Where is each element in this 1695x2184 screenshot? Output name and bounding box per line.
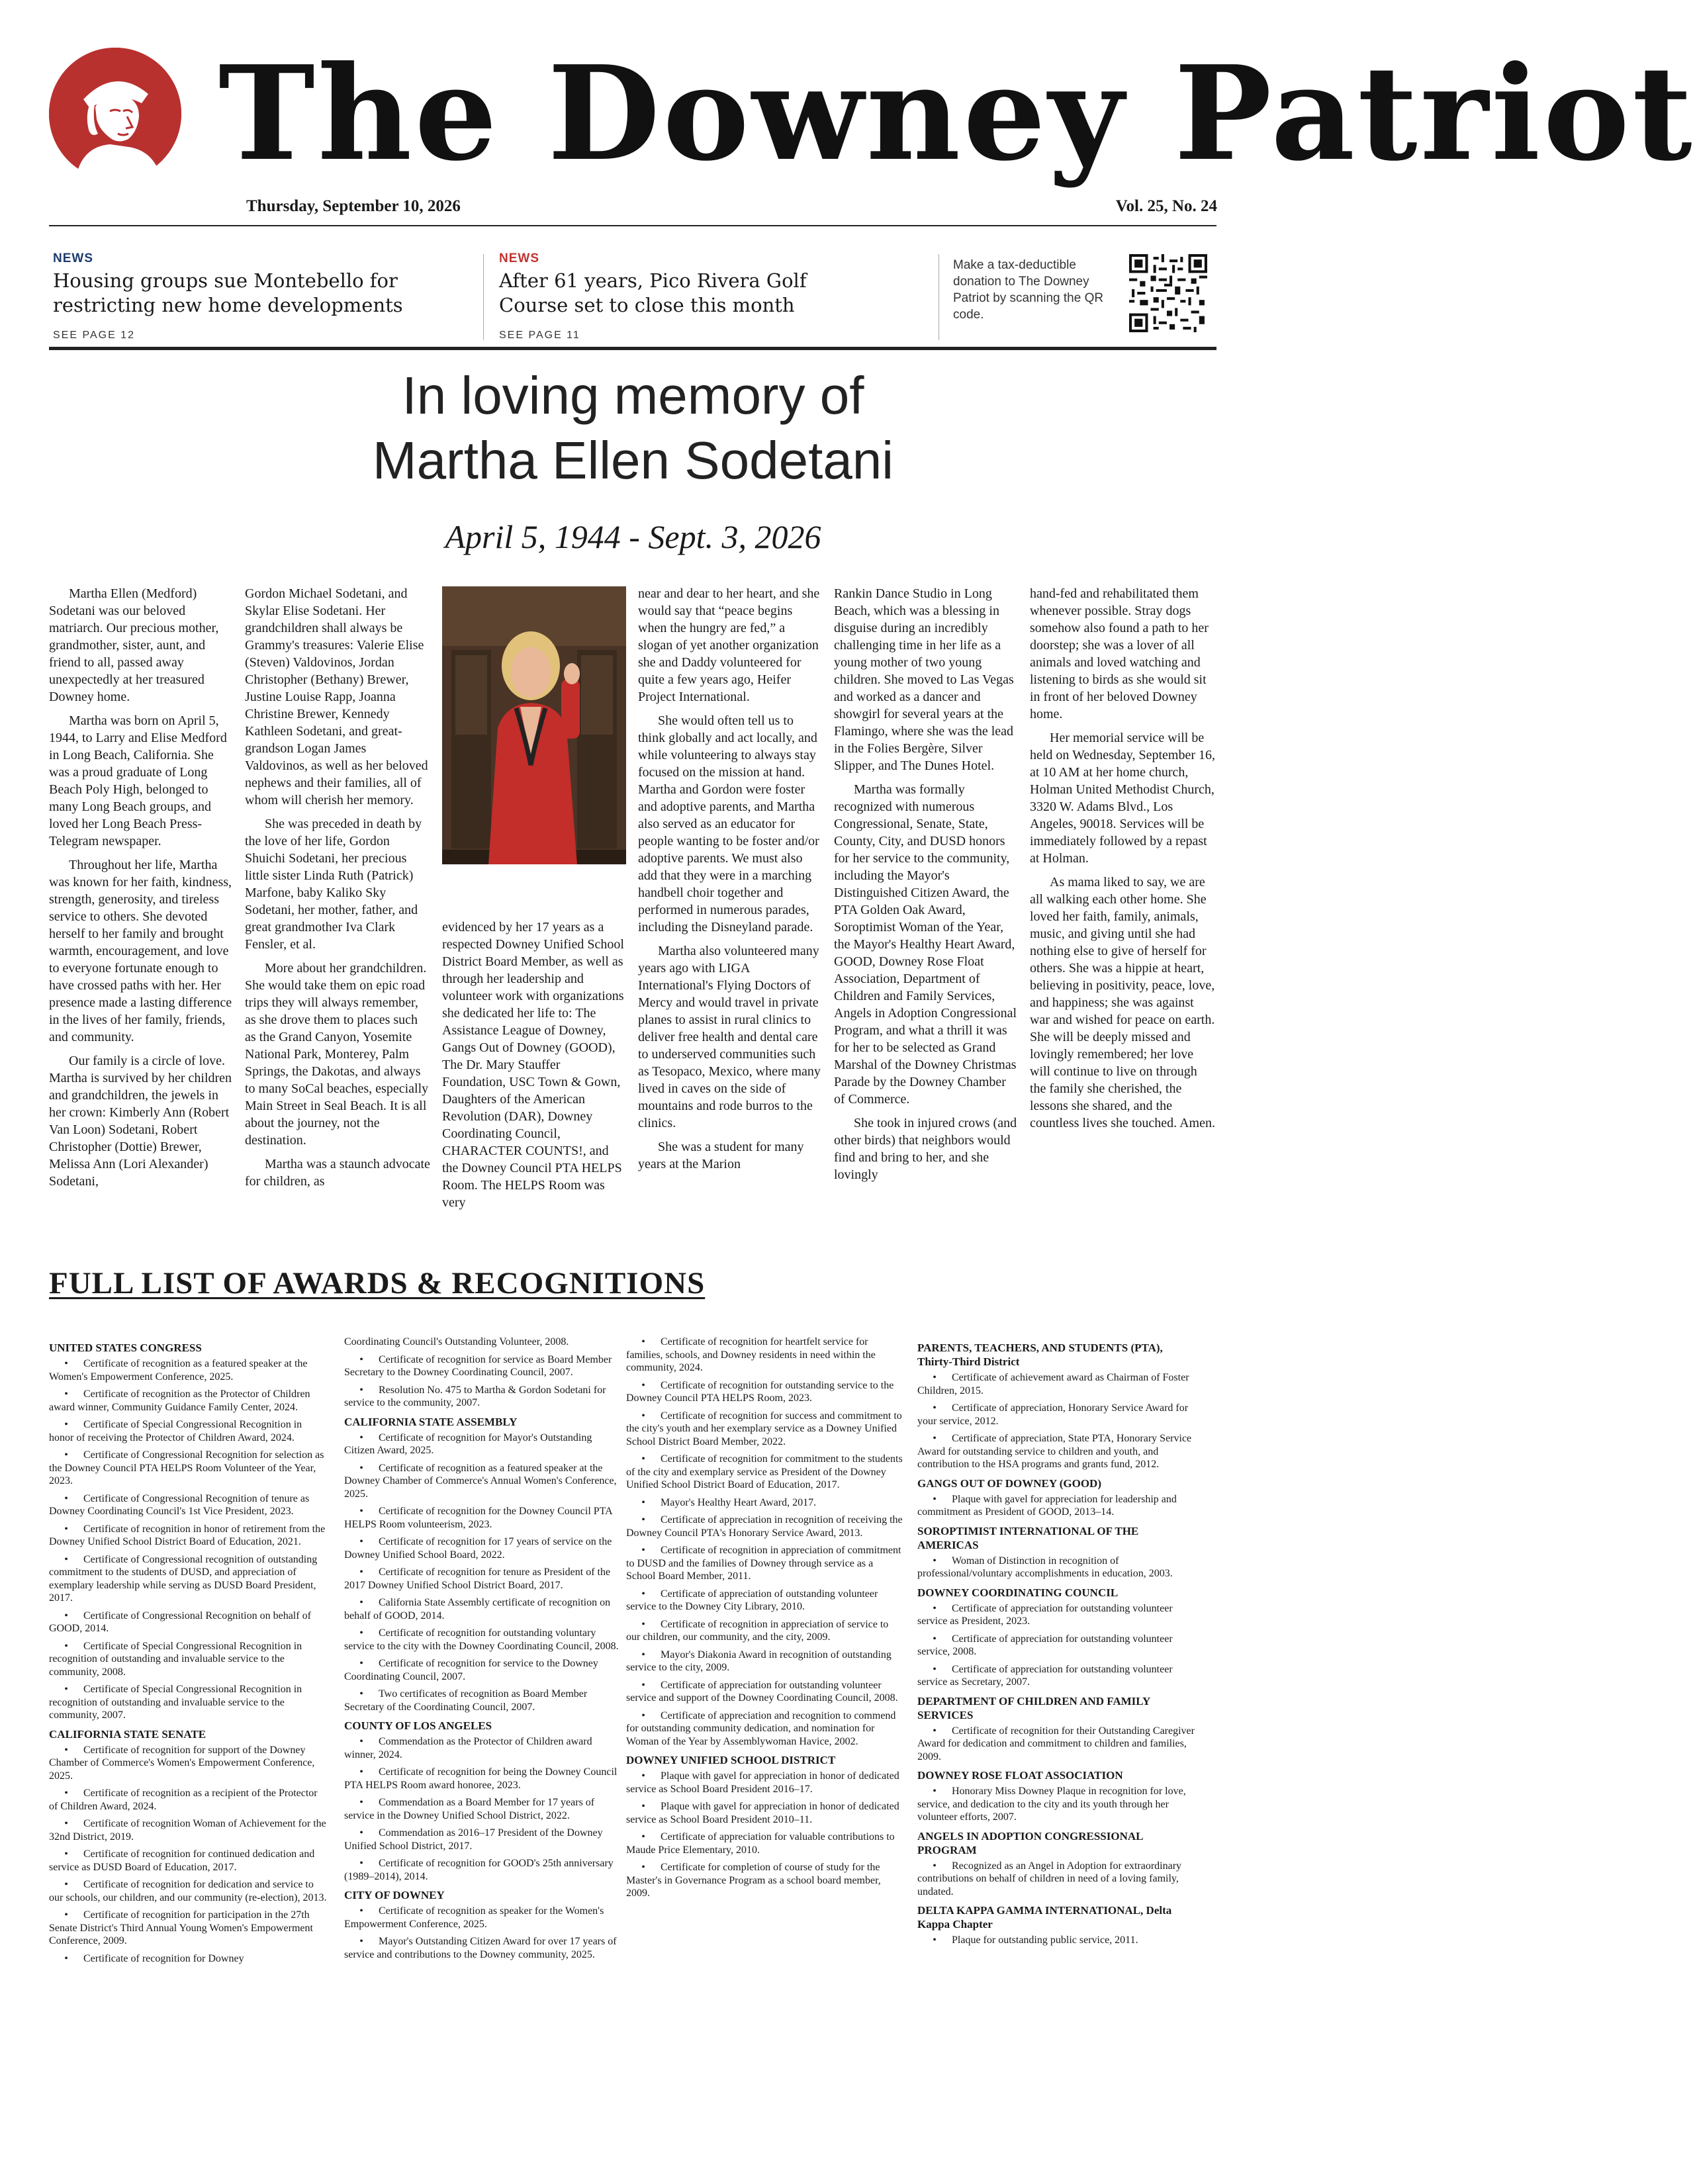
award-item-text: Commendation as 2016–17 President of the Downey Unified School District, 2017.: [344, 1827, 603, 1852]
award-item-text: Certificate of Special Congressional Recognition in recognition of outstanding and invaluable service to the community, 2007.: [49, 1684, 302, 1721]
teaser-see-page: SEE PAGE 11: [499, 330, 580, 341]
award-item: [49, 1610, 327, 1635]
bullet-icon: •: [359, 1905, 363, 1917]
bullet-icon: •: [64, 1553, 68, 1565]
award-item: [917, 1555, 1195, 1580]
award-item-text: Certificate of recognition for outstanding service to the Downey Council PTA HELPS Room, 2023.: [626, 1379, 894, 1404]
bullet-icon: •: [641, 1496, 645, 1508]
bullet-icon: •: [64, 1818, 68, 1829]
bullet-icon: •: [641, 1453, 645, 1465]
award-item-text: Certificate of Special Congressional Recognition in honor of receiving the Protector of Children Award, 2024.: [49, 1419, 302, 1443]
award-item: [49, 1449, 327, 1488]
award-item: [917, 1432, 1195, 1471]
article-paragraph: She was a student for many years at the Marion: [638, 1140, 804, 1171]
award-category-heading: PARENTS, TEACHERS, AND STUDENTS (PTA), Thirty-Third District: [917, 1342, 1163, 1368]
award-item: [344, 1566, 622, 1592]
bullet-icon: •: [359, 1506, 363, 1517]
award-item: [626, 1800, 904, 1826]
award-item: [344, 1627, 622, 1653]
article-paragraph: evidenced by her 17 years as a respected Downey Unified School District Board Member, as well as through her leadership and volunteer work with organizations she dedicated her life to: The Assistance League of Downey, Gangs Out of Downey (GOOD), The Dr. Mary Stauffer Foundation, USC Town & Gown, Daughters of the American Revolution (DAR), Downey Coordinating Council, CHARACTER COUNTS!, and the Downey Council PTA HELPS Room. The HELPS Room was very: [442, 920, 624, 1210]
award-item-text: Certificate of Special Congressional Recognition in recognition of outstanding and invaluable service to the community, 2008.: [49, 1640, 302, 1678]
bullet-icon: •: [641, 1831, 645, 1843]
bullet-icon: •: [359, 1936, 363, 1947]
bullet-icon: •: [359, 1627, 363, 1639]
award-item-text: Certificate for completion of course of study for the Master's in Governance Program as a school board member, 2009.: [626, 1862, 881, 1899]
article-paragraph: She took in injured crows (and other birds) that neighbors would find and bring to her, and she lovingly: [834, 1116, 1017, 1182]
award-category-heading: SOROPTIMIST INTERNATIONAL OF THE AMERICAS: [917, 1524, 1139, 1551]
award-item: [344, 1905, 622, 1931]
award-item: [49, 1744, 327, 1783]
bullet-icon: •: [64, 1788, 68, 1799]
bullet-icon: •: [933, 1493, 937, 1505]
awards-column-1: [49, 1336, 327, 1970]
award-category-heading: CITY OF DOWNEY: [344, 1889, 445, 1901]
award-item: [49, 1640, 327, 1679]
award-item-text: Certificate of recognition for support of the Downey Chamber of Commerce's Women's Empowerment Conference, 2025.: [49, 1744, 315, 1782]
article-paragraph: Her memorial service will be held on Wednesday, September 16, at 10 AM at her home church, Holman United Methodist Church, 3320 W. Adams Blvd., Los Angeles, 90018. Services will be immediately followed by a repast at Holman.: [1030, 731, 1215, 866]
award-item-text: Certificate of recognition for success and commitment to the city's youth and her exemplary service as a Downey Unified School District Board Member, 2022.: [626, 1410, 902, 1447]
award-item-text: Recognized as an Angel in Adoption for extraordinary contributions on behalf of children in need of a loving family, undated.: [917, 1860, 1182, 1897]
award-item: [344, 1432, 622, 1457]
award-item: [49, 1909, 327, 1948]
bullet-icon: •: [64, 1952, 68, 1964]
award-item: [626, 1379, 904, 1405]
bullet-icon: •: [64, 1744, 68, 1756]
bullet-icon: •: [64, 1879, 68, 1890]
award-item: [344, 1735, 622, 1761]
award-item-text: Certificate of recognition for Downey: [83, 1952, 244, 1964]
award-category-heading: UNITED STATES CONGRESS: [49, 1342, 202, 1354]
donate-text: Make a tax-deductible donation to The Downey Patriot by scanning the QR code.: [953, 258, 1104, 322]
teaser-see-page: SEE PAGE 12: [53, 330, 135, 341]
bullet-icon: •: [64, 1419, 68, 1430]
award-item-text: Certificate of recognition for being the Downey Council PTA HELPS Room award honoree, 2023.: [344, 1766, 618, 1791]
award-item: [49, 1388, 327, 1414]
bullet-icon: •: [933, 1555, 937, 1567]
award-category-heading: DOWNEY UNIFIED SCHOOL DISTRICT: [626, 1754, 836, 1766]
article-column-1: [49, 585, 233, 1197]
article-paragraph: She would often tell us to think globally and act locally, and while volunteering to always stay focused on the mission at hand. Martha and Gordon were foster and adoptive parents, and Martha also served as an educator for people wanting to be foster and/or adoptive parents. We must also add that they were in a marching handbell choir together and performed in numerous parades, including the Disneyland parade.: [638, 713, 819, 934]
award-item-text: Certificate of recognition for participation in the 27th Senate District's Third Annual Young Women's Empowerment Conference, 2009.: [49, 1909, 313, 1946]
award-item: [344, 1384, 622, 1410]
bullet-icon: •: [359, 1567, 363, 1578]
bullet-icon: •: [641, 1618, 645, 1630]
bullet-icon: •: [933, 1725, 937, 1737]
award-item: [49, 1492, 327, 1518]
award-item: [344, 1796, 622, 1822]
article-column-2: [245, 585, 430, 1197]
article-column-6: [1030, 585, 1216, 1138]
bullet-icon: •: [359, 1688, 363, 1700]
issue-date: Thursday, September 10, 2026: [246, 197, 461, 215]
award-item: [344, 1657, 622, 1683]
award-item-text: Certificate of appreciation in recognition of receiving the Downey Council PTA's Honorary Service Award, 2013.: [626, 1514, 903, 1539]
article-paragraph: Rankin Dance Studio in Long Beach, which was a blessing in disguise during an incredibly challenging time in her life as a young mother of two young children. She moved to Las Vegas and worked as a dancer and showgirl for several years at the Flamingo, where she was the lead in the Folies Bergère, Silver Slipper, and The Dunes Hotel.: [834, 586, 1014, 773]
award-item: [49, 1553, 327, 1605]
award-item-text: Certificate of recognition for outstanding voluntary service to the city with the Downey Coordinating Council, 2008.: [344, 1627, 619, 1652]
bullet-icon: •: [64, 1388, 68, 1400]
award-item-text: Certificate of Congressional recognition of outstanding commitment to the students of DUSD, and appreciation of exemplary leadership while serving as DUSD Board President, 2017.: [49, 1553, 318, 1604]
bullet-icon: •: [359, 1384, 363, 1396]
award-item-text: Certificate of recognition as a featured speaker at the Downey Chamber of Commerce's Annual Women's Conference, 2025.: [344, 1462, 617, 1500]
award-category-heading: CALIFORNIA STATE SENATE: [49, 1727, 206, 1741]
award-item-text: Certificate of appreciation, Honorary Service Award for your service, 2012.: [917, 1402, 1189, 1427]
article-column-5: [834, 585, 1018, 1190]
award-item-text: Resolution No. 475 to Martha & Gordon Sodetani for service to the community, 2007.: [344, 1384, 606, 1408]
teaser-divider: [483, 254, 484, 340]
portrait-photo-icon: [442, 586, 626, 864]
award-item: [917, 1725, 1195, 1764]
bullet-icon: •: [359, 1858, 363, 1869]
bullet-icon: •: [359, 1736, 363, 1747]
article-paragraph: Gordon Michael Sodetani, and Skylar Elise Sodetani. Her grandchildren shall always be Grammy's treasures: Valerie Elise (Steven) Valdovinos, Jordan Christopher (Bethany) Brewer, Justine Louise Rapp, Joanna Christine Brewer, Kennedy Kathleen Sodetani, and great-grandson Logan James Valdovinos, as well as her beloved nephews and their families, all of whom will cherish her memory.: [245, 586, 428, 807]
memorial-photo: [442, 586, 626, 864]
article-paragraph: She was preceded in death by the love of her life, Gordon Shuichi Sodetani, her precious little sister Linda Ruth (Patrick) Marfone, baby Kaliko Sky Sodetani, her mother, father, and great grandmother Iva Clark Fensler, et al.: [245, 817, 422, 952]
award-category-heading: DEPARTMENT OF CHILDREN AND FAMILY SERVICES: [917, 1694, 1150, 1721]
article-paragraph: More about her grandchildren. She would take them on epic road trips they will always remember, as she drove them to places such as the Grand Canyon, Yosemite National Park, Monterey, Palm Springs, the Dakotas, and always to many SoCal beaches, especially Main Street in Seal Beach. It is all about the journey, not the destination.: [245, 961, 429, 1148]
award-item: [626, 1336, 904, 1375]
award-item: [626, 1649, 904, 1674]
award-item: [344, 1596, 622, 1622]
award-item-text: Certificate of appreciation for outstanding volunteer service as President, 2023.: [917, 1602, 1173, 1627]
bullet-icon: •: [641, 1514, 645, 1525]
article-paragraph: As mama liked to say, we are all walking each other home. She loved her faith, family, animals, music, and giving until she had nothing else to give of herself for others. She was a hippie at heart, believing in positivity, peace, love, and happiness; she was against war and wished for peace on earth. She will be deeply missed and lovingly remembered; her love will continue to live on through the family she cherished, the lessons she shared, and the countless lives she touched. Amen.: [1030, 875, 1215, 1130]
award-category-heading: DOWNEY COORDINATING COUNCIL: [917, 1586, 1119, 1599]
award-item-text: Certificate of recognition for the Downey Council PTA HELPS Room volunteerism, 2023.: [344, 1506, 612, 1530]
awards-column-2: [344, 1336, 622, 1966]
teaser-golf-course[interactable]: [499, 251, 870, 341]
bullet-icon: •: [64, 1358, 68, 1369]
award-item: [49, 1418, 327, 1444]
article-paragraph: Throughout her life, Martha was known for her faith, kindness, strength, generosity, and tireless service to others. She devoted herself to her family and brought warmth, encouragement, and love to everyone fortunate enough to have crossed paths with her. Her presence made a lasting difference in the lives of her family, friends, and community.: [49, 858, 232, 1044]
teaser-tag: NEWS: [53, 251, 93, 265]
award-item: [344, 1857, 622, 1883]
article-paragraph: hand-fed and rehabilitated them whenever possible. Stray dogs somehow also found a path to her doorstep; she was a lover of all animals and loved watching and listening to birds as she would sit in front of her beloved Downey home.: [1030, 586, 1209, 721]
award-item-text: Certificate of recognition Woman of Achievement for the 32nd District, 2019.: [49, 1818, 326, 1843]
bullet-icon: •: [641, 1649, 645, 1661]
award-item-text: Mayor's Healthy Heart Award, 2017.: [661, 1496, 817, 1508]
teaser-headline[interactable]: Housing groups sue Montebello for restricting new home developments: [53, 269, 403, 316]
awards-column-3: [626, 1336, 904, 1905]
article-paragraph: Our family is a circle of love. Martha is survived by her children and grandchildren, the jewels in her crown: Kimberly Ann (Robert Van Loon) Sodetani, Robert Christopher (Dottie) Brewer, Melissa Ann (Lori Alexander) Sodetani,: [49, 1054, 232, 1189]
issue-volume: Vol. 25, No. 24: [1115, 197, 1217, 215]
award-item-text: Plaque with gavel for appreciation in honor of dedicated service as School Board President 2016–17.: [626, 1770, 899, 1795]
bullet-icon: •: [359, 1462, 363, 1474]
award-item-text: California State Assembly certificate of recognition on behalf of GOOD, 2014.: [344, 1597, 611, 1621]
awards-section-title: FULL LIST OF AWARDS & RECOGNITIONS: [49, 1266, 706, 1300]
award-item: [917, 1860, 1195, 1899]
award-item: [626, 1410, 904, 1449]
bullet-icon: •: [64, 1449, 68, 1461]
award-item-text: Certificate of recognition in appreciation of service to our children, our community, and the city, 2009.: [626, 1618, 889, 1643]
teaser-housing[interactable]: [53, 251, 424, 341]
award-item-text: Certificate of appreciation of outstanding volunteer service to the Downey City Library, 2010.: [626, 1588, 878, 1612]
bullet-icon: •: [933, 1602, 937, 1614]
award-item-text: Certificate of recognition as the Protector of Children award winner, Community Guidance Family Center, 2024.: [49, 1388, 310, 1413]
bullet-icon: •: [64, 1909, 68, 1921]
article-paragraph: near and dear to her heart, and she would say that “peace begins when the hungry are fed,” a slogan of yet another organization she and Daddy volunteered for quite a few years ago, Heifer Project International.: [638, 586, 820, 704]
award-item: [917, 1402, 1195, 1428]
bullet-icon: •: [64, 1492, 68, 1504]
award-item-text: Certificate of recognition for GOOD's 25th anniversary (1989–2014), 2014.: [344, 1858, 614, 1882]
award-item-text: Certificate of recognition as a recipient of the Protector of Children Award, 2024.: [49, 1788, 318, 1812]
award-item: [49, 1952, 327, 1966]
awards-column-4: [917, 1336, 1195, 1952]
award-item: [626, 1496, 904, 1510]
bullet-icon: •: [64, 1848, 68, 1860]
award-item-text: Certificate of recognition for service to the Downey Coordinating Council, 2007.: [344, 1658, 598, 1682]
award-item: [626, 1514, 904, 1539]
bullet-icon: •: [641, 1410, 645, 1422]
bullet-icon: •: [641, 1770, 645, 1782]
award-item: [344, 1535, 622, 1561]
award-item-text: Woman of Distinction in recognition of professional/voluntary accomplishments in education, 2003.: [917, 1555, 1173, 1579]
bullet-icon: •: [359, 1827, 363, 1839]
article-paragraph: Martha was formally recognized with numerous Congressional, Senate, State, County, City, and DUSD honors for her service to the community, including the Mayor's Distinguished Citizen Award, the PTA Golden Oak Award, Soroptimist Woman of the Year, the Mayor's Healthy Heart Award, GOOD, Downey Rose Float Association, Department of Children and Family Services, Angels in Adoption Congressional Program, and what a thrill it was for her to be selected as Grand Marshal of the Downey Christmas Parade by the Downey Chamber of Commerce.: [834, 782, 1017, 1107]
award-item-text: Certificate of recognition for commitment to the students of the city and exemplary service as President of the Downey Unified School District Board of Education, 2017.: [626, 1453, 903, 1490]
bullet-icon: •: [933, 1402, 937, 1414]
award-item-text: Certificate of recognition in honor of retirement from the Downey Unified School District Board of Education, 2021.: [49, 1523, 326, 1547]
bullet-icon: •: [359, 1658, 363, 1669]
award-item-text: Certificate of appreciation for outstanding volunteer service as Secretary, 2007.: [917, 1663, 1173, 1688]
masthead-title: The Downey Patriot: [218, 38, 1695, 190]
patriot-logo: [49, 48, 181, 180]
award-item-text: Certificate of recognition for their Outstanding Caregiver Award for dedication and commitment to children and families, 2009.: [917, 1725, 1195, 1762]
award-item: [917, 1371, 1195, 1397]
bullet-icon: •: [359, 1797, 363, 1808]
award-item: [626, 1544, 904, 1583]
award-item-text: Mayor's Outstanding Citizen Award for over 17 years of service and contributions to the Downey community, 2025.: [344, 1936, 617, 1960]
award-item-text: Commendation as the Protector of Children award winner, 2024.: [344, 1736, 592, 1760]
award-item: [49, 1817, 327, 1843]
award-item: [626, 1831, 904, 1856]
bullet-icon: •: [359, 1353, 363, 1365]
award-item: [626, 1861, 904, 1900]
bullet-icon: •: [359, 1432, 363, 1443]
award-category-heading: ANGELS IN ADOPTION CONGRESSIONAL PROGRAM: [917, 1829, 1143, 1856]
award-item-text: Certificate of appreciation and recognition to commend for outstanding community dedication, and nomination for Woman of the Year by Assemblywoman Havice, 2002.: [626, 1709, 896, 1747]
bullet-icon: •: [641, 1588, 645, 1600]
bullet-icon: •: [641, 1379, 645, 1391]
article-column-4: [638, 585, 822, 1179]
bullet-icon: •: [933, 1633, 937, 1645]
award-item-text: Certificate of achievement award as Chairman of Foster Children, 2015.: [917, 1372, 1189, 1396]
award-category-heading: DELTA KAPPA GAMMA INTERNATIONAL, Delta Kappa Chapter: [917, 1904, 1172, 1931]
award-item: [917, 1934, 1195, 1947]
bullet-icon: •: [933, 1786, 937, 1797]
award-item-text: Honorary Miss Downey Plaque in recognition for love, service, and dedication to the city and its youth through her volunteer efforts, 2007.: [917, 1786, 1186, 1823]
bullet-icon: •: [933, 1663, 937, 1675]
award-item: [917, 1663, 1195, 1689]
award-item-text: Certificate of appreciation for outstanding volunteer service, 2008.: [917, 1633, 1173, 1657]
award-item-text: Mayor's Diakonia Award in recognition of outstanding service to the city, 2009.: [626, 1649, 892, 1673]
article-paragraph: Martha also volunteered many years ago with LIGA International's Flying Doctors of Mercy and would travel in private planes to assist in rural clinics to deliver free health and dental care to underserved communities such as Tesopaco, Mexico, where many lived in caves on the side of mountains and rode burros to the clinics.: [638, 944, 821, 1130]
bullet-icon: •: [641, 1545, 645, 1556]
award-item-text: Two certificates of recognition as Board Member Secretary of the Coordinating Council, 2007.: [344, 1688, 588, 1713]
bullet-icon: •: [933, 1433, 937, 1444]
bullet-icon: •: [359, 1766, 363, 1778]
qr-code-icon[interactable]: [1129, 254, 1207, 332]
award-item: [917, 1493, 1195, 1519]
bullet-icon: •: [359, 1536, 363, 1547]
award-item-text: Commendation as a Board Member for 17 years of service in the Downey Unified School District, 2022.: [344, 1797, 595, 1821]
award-category-heading: DOWNEY ROSE FLOAT ASSOCIATION: [917, 1769, 1123, 1782]
award-item: [49, 1357, 327, 1383]
article-paragraph: Martha was born on April 5, 1944, to Larry and Elise Medford in Long Beach, California. She was a proud graduate of Long Beach Poly High, belonged to many Long Beach groups, and loved her Long Beach Press-Telegram newspaper.: [49, 713, 227, 848]
memorial-dates: April 5, 1944 - Sept. 3, 2026: [445, 518, 821, 555]
award-item-text: Plaque with gavel for appreciation for leadership and commitment as President of GOOD, 2013–14.: [917, 1493, 1177, 1518]
award-item-text: Certificate of recognition as a featured speaker at the Women's Empowerment Conference, 2025.: [49, 1358, 308, 1383]
article-paragraph: Martha was a staunch advocate for children, as: [245, 1157, 430, 1189]
award-item: [344, 1505, 622, 1531]
award-item: [344, 1688, 622, 1713]
award-item-text: Certificate of Congressional Recognition for selection as the Downey Council PTA HELPS Room Volunteer of the Year, 2023.: [49, 1449, 324, 1486]
memorial-headline-line2: Martha Ellen Sodetani: [372, 431, 894, 490]
award-item-text: Certificate of recognition for heartfelt service for families, schools, and Downey residents in need within the community, 2024.: [626, 1336, 876, 1373]
award-item-text: Certificate of appreciation, State PTA, Honorary Service Award for outstanding service to children and youth, and contribution to the HSA programs and grants fund, 2012.: [917, 1433, 1192, 1470]
award-item: [626, 1709, 904, 1749]
award-item: [626, 1453, 904, 1492]
award-item: [344, 1353, 622, 1379]
patriot-portrait-icon: [49, 48, 181, 180]
award-item-text: Certificate of recognition for continued dedication and service as DUSD Board of Education, 2017.: [49, 1848, 315, 1873]
bullet-icon: •: [64, 1640, 68, 1652]
memorial-headline-line1: In loving memory of: [402, 366, 864, 425]
header-rule: [49, 225, 1216, 226]
award-item-text: Plaque for outstanding public service, 2011.: [952, 1934, 1138, 1946]
award-item: [344, 1462, 622, 1501]
award-item-text: Certificate of Congressional Recognition of tenure as Downey Coordinating Council's 1st Vice President, 2023.: [49, 1492, 310, 1517]
bullet-icon: •: [64, 1610, 68, 1621]
award-item: [344, 1935, 622, 1961]
award-category-heading: CALIFORNIA STATE ASSEMBLY: [344, 1415, 518, 1428]
award-item: [49, 1523, 327, 1549]
bullet-icon: •: [64, 1523, 68, 1535]
award-item: [49, 1878, 327, 1904]
award-item-text: Certificate of recognition in appreciation of commitment to DUSD and the families of Downey through service as a School Board Member, 2011.: [626, 1545, 901, 1582]
award-item: [344, 1766, 622, 1792]
award-item-text: Certificate of recognition as speaker for the Women's Empowerment Conference, 2025.: [344, 1905, 604, 1930]
award-item: [344, 1827, 622, 1852]
section-rule: [49, 347, 1216, 350]
bullet-icon: •: [359, 1597, 363, 1608]
award-item-text: Certificate of recognition for dedication and service to our schools, our children, and our community (re-election), 2013.: [49, 1879, 327, 1903]
award-item: [626, 1770, 904, 1796]
award-item: [626, 1588, 904, 1614]
award-item-continued: Coordinating Council's Outstanding Volunteer, 2008.: [344, 1336, 569, 1347]
award-item-text: Certificate of recognition for service as Board Member Secretary to the Downey Coordinating Council, 2007.: [344, 1353, 612, 1378]
teaser-headline[interactable]: After 61 years, Pico Rivera Golf Course set to close this month: [499, 269, 807, 316]
award-item-text: Certificate of recognition for 17 years of service on the Downey Unified School Board, 2022.: [344, 1536, 612, 1561]
award-item-text: Certificate of appreciation for valuable contributions to Maude Price Elementary, 2010.: [626, 1831, 895, 1856]
bullet-icon: •: [933, 1860, 937, 1872]
award-item-text: Certificate of recognition for Mayor's Outstanding Citizen Award, 2025.: [344, 1432, 592, 1456]
award-item-text: Certificate of recognition for tenure as President of the 2017 Downey Unified School District Board, 2017.: [344, 1567, 611, 1591]
bullet-icon: •: [933, 1372, 937, 1383]
award-category-heading: COUNTY OF LOS ANGELES: [344, 1719, 492, 1732]
award-item: [626, 1679, 904, 1705]
bullet-icon: •: [64, 1684, 68, 1695]
article-column-3: [442, 919, 626, 1218]
award-item-text: Certificate of appreciation for outstanding volunteer service and support of the Downey Coordinating Council, 2008.: [626, 1679, 898, 1704]
bullet-icon: •: [641, 1679, 645, 1691]
award-item-text: Certificate of Congressional Recognition on behalf of GOOD, 2014.: [49, 1610, 311, 1634]
award-item: [49, 1848, 327, 1874]
award-item-text: Plaque with gavel for appreciation in honor of dedicated service as School Board President 2010–11.: [626, 1801, 899, 1825]
bullet-icon: •: [641, 1709, 645, 1721]
qr-code-graphic: [1129, 254, 1207, 332]
award-item: [917, 1785, 1195, 1824]
award-item: [917, 1633, 1195, 1659]
award-item: [49, 1683, 327, 1722]
award-category-heading: GANGS OUT OF DOWNEY (GOOD): [917, 1477, 1101, 1490]
teaser-tag: NEWS: [499, 251, 539, 265]
award-item: [917, 1602, 1195, 1628]
bullet-icon: •: [641, 1862, 645, 1873]
bullet-icon: •: [641, 1801, 645, 1812]
article-paragraph: Martha Ellen (Medford) Sodetani was our beloved matriarch. Our precious mother, grandmother, sister, aunt, and friend to all, passed away unexpectedly at her treasured Downey home.: [49, 586, 219, 704]
bullet-icon: •: [933, 1934, 937, 1946]
bullet-icon: •: [641, 1336, 645, 1347]
award-item: [49, 1787, 327, 1813]
award-item: [626, 1618, 904, 1644]
